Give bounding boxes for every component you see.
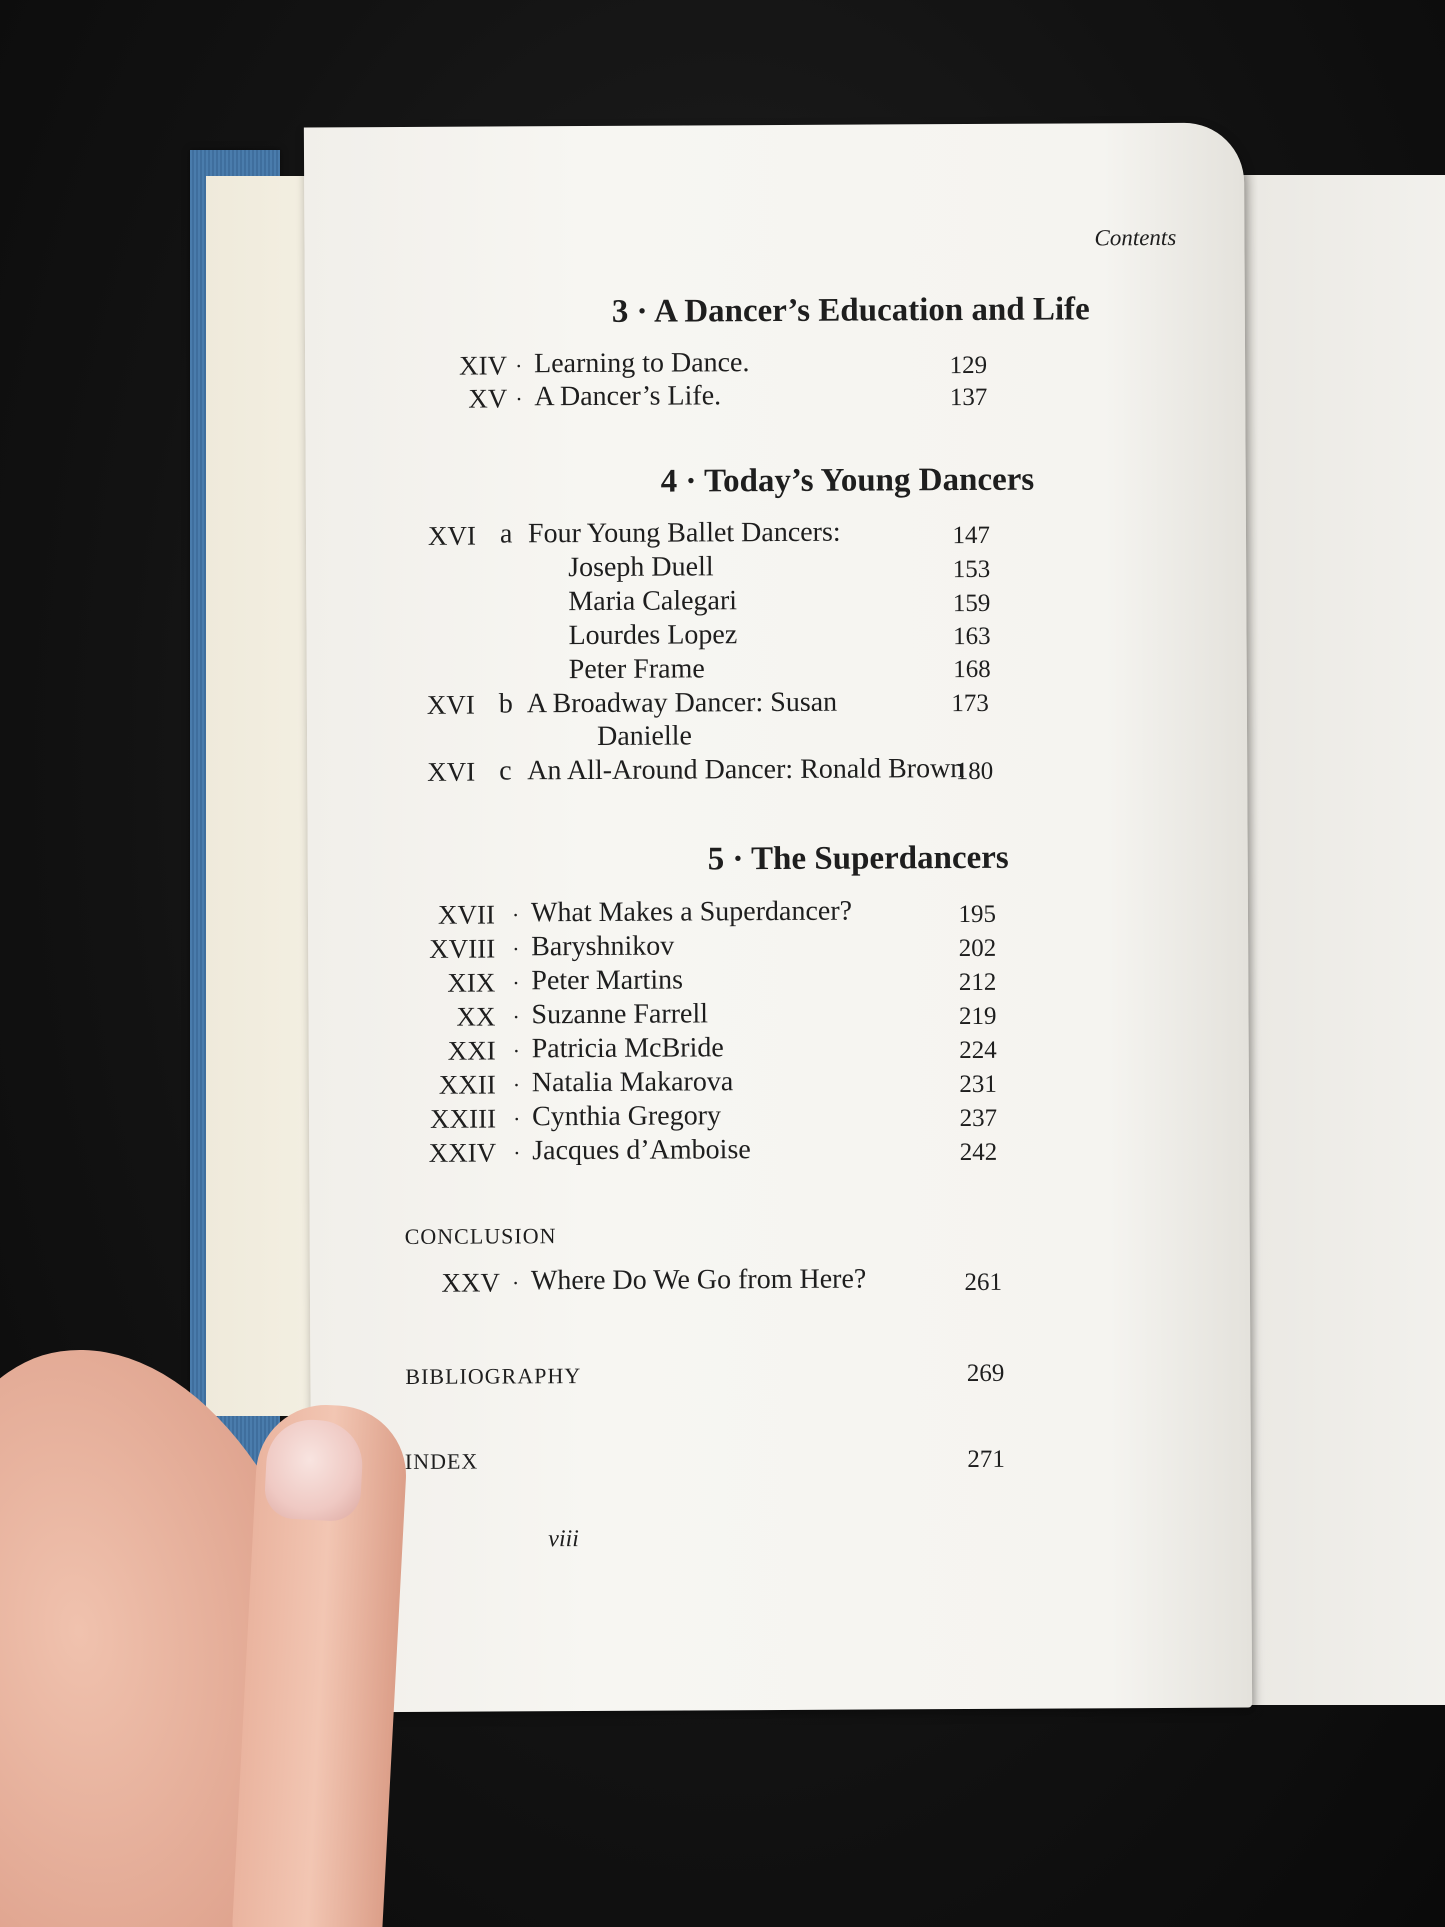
entry-num: XX bbox=[456, 1001, 496, 1032]
entry-num: XXII bbox=[438, 1069, 496, 1100]
entry-num: XIV bbox=[459, 350, 508, 381]
entry-page: 180 bbox=[955, 757, 994, 786]
entry-num: XV bbox=[468, 383, 508, 414]
entry-title: Peter Martins bbox=[531, 964, 684, 997]
page-folio: viii bbox=[548, 1526, 579, 1553]
entry-sep: · bbox=[512, 1038, 521, 1064]
entry-title: Cynthia Gregory bbox=[531, 1100, 722, 1133]
entry-page: 147 bbox=[952, 521, 991, 550]
entry-page: 242 bbox=[959, 1138, 998, 1167]
entry-sep: · bbox=[512, 970, 520, 996]
part-heading-5: 5 · The Superdancers bbox=[707, 839, 1009, 878]
entry-num: XXV bbox=[441, 1267, 500, 1298]
entry-page: 129 bbox=[949, 351, 988, 380]
section-page: 271 bbox=[967, 1445, 1005, 1474]
entry-title: Baryshnikov bbox=[531, 930, 675, 963]
entry-sep: · bbox=[515, 353, 523, 379]
entry-page: 163 bbox=[952, 622, 991, 651]
entry-page: 231 bbox=[959, 1070, 997, 1099]
thumbnail-nail bbox=[263, 1418, 364, 1523]
entry-num: XVII bbox=[437, 899, 496, 930]
entry-title: A Dancer’s Life. bbox=[534, 380, 722, 413]
section-bibliography: BIBLIOGRAPHY bbox=[405, 1363, 582, 1389]
entry-page: 237 bbox=[959, 1104, 998, 1133]
entry-title: What Makes a Superdancer? bbox=[530, 895, 853, 929]
section-page: 269 bbox=[966, 1359, 1005, 1388]
entry-page: 202 bbox=[958, 934, 997, 963]
entry-sep: · bbox=[512, 936, 520, 962]
entry-num: XXIV bbox=[428, 1137, 497, 1168]
entry-title: Where Do We Go from Here? bbox=[530, 1263, 867, 1297]
entry-title: Maria Calegari bbox=[568, 585, 738, 618]
part-heading-4: 4 · Today’s Young Dancers bbox=[660, 461, 1035, 500]
entry-page: 168 bbox=[953, 655, 991, 684]
running-head: Contents bbox=[1094, 224, 1177, 251]
entry-sep: · bbox=[511, 1270, 520, 1296]
entry-sep: · bbox=[512, 1106, 521, 1132]
entry-sep: · bbox=[512, 1072, 521, 1098]
entry-page: 261 bbox=[964, 1268, 1002, 1297]
entry-page: 195 bbox=[958, 900, 997, 929]
entry-sep: c bbox=[499, 755, 512, 787]
entry-num: XXIII bbox=[429, 1103, 497, 1134]
entry-title: Lourdes Lopez bbox=[568, 619, 738, 652]
section-conclusion: CONCLUSION bbox=[404, 1223, 557, 1249]
entry-num: XVI bbox=[427, 520, 477, 551]
entry-title: Learning to Dance. bbox=[534, 347, 750, 380]
entry-page: 219 bbox=[958, 1002, 997, 1031]
entry-title: Four Young Ballet Dancers: bbox=[527, 516, 841, 550]
entry-sep: · bbox=[515, 386, 523, 412]
entry-page: 153 bbox=[952, 555, 991, 584]
entry-sep: · bbox=[512, 1004, 520, 1030]
entry-title: Suzanne Farrell bbox=[531, 998, 709, 1031]
contents-page bbox=[304, 123, 1252, 1713]
entry-title: Peter Frame bbox=[568, 653, 705, 686]
entry-num: XIX bbox=[447, 967, 496, 998]
entry-title: Joseph Duell bbox=[568, 551, 714, 584]
entry-title: A Broadway Dancer: Susan bbox=[526, 686, 838, 720]
facing-page bbox=[1240, 175, 1445, 1705]
entry-num: XVI bbox=[427, 756, 476, 787]
entry-title: An All-Around Dancer: Ronald Brown bbox=[527, 753, 965, 787]
entry-sep: · bbox=[511, 902, 520, 928]
entry-page: 173 bbox=[951, 689, 989, 718]
entry-title: Natalia Makarova bbox=[531, 1066, 734, 1099]
entry-title: Danielle bbox=[596, 720, 692, 752]
entry-num: XVIII bbox=[429, 933, 496, 964]
entry-title: Jacques d’Amboise bbox=[532, 1134, 751, 1167]
entry-num: XVI bbox=[426, 689, 475, 720]
entry-page: 212 bbox=[958, 968, 997, 997]
contents-text bbox=[304, 123, 1252, 1713]
entry-page: 137 bbox=[949, 383, 988, 412]
part-heading-3: 3 · A Dancer’s Education and Life bbox=[611, 291, 1090, 330]
entry-sep: b bbox=[498, 688, 513, 720]
section-index: INDEX bbox=[404, 1448, 479, 1474]
entry-page: 224 bbox=[959, 1036, 997, 1065]
entry-sep: · bbox=[513, 1140, 521, 1166]
entry-sep: a bbox=[499, 518, 513, 550]
entry-page: 159 bbox=[952, 589, 991, 618]
entry-title: Patricia McBride bbox=[531, 1032, 724, 1065]
entry-num: XXI bbox=[447, 1035, 496, 1066]
